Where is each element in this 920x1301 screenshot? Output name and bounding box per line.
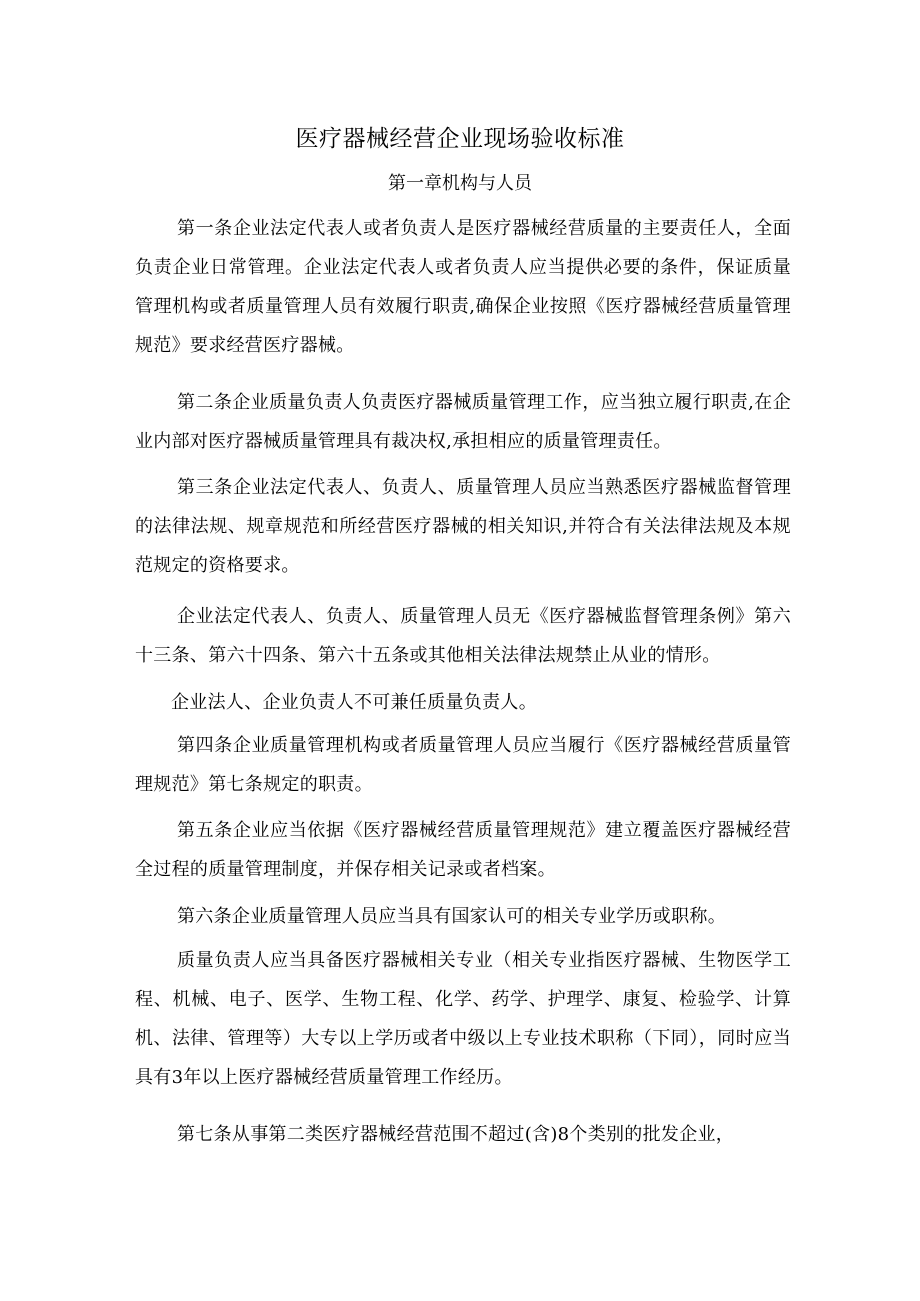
paragraph-article-1: 第一条企业法定代表人或者负责人是医疗器械经营质量的主要责任人，全面负责企业日常管理。企业法定代表人或者负责人应当提供必要的条件，保证质量管理机构或者质量管理人员有效履行职责,确保企业按照《医疗器械经营质量管理规范》要求经营医疗器械。	[135, 218, 791, 356]
paragraph-article-3-cont: 企业法定代表人、负责人、质量管理人员无《医疗器械监督管理条例》第六十三条、第六十四条、第六十五条或其他相关法律法规禁止从业的情形。	[135, 606, 791, 666]
paragraph-article-6-cont: 质量负责人应当具备医疗器械相关专业（相关专业指医疗器械、生物医学工程、机械、电子、医学、生物工程、化学、药学、护理学、康复、检验学、计算机、法律、管理等）大专以上学历或者中级以上专业技术职称（下同），同时应当具有3年以上医疗器械经营质量管理工作经历。	[135, 950, 791, 1088]
document-title: 医疗器械经营企业现场验收标准	[295, 126, 625, 152]
paragraph-article-3: 第三条企业法定代表人、负责人、质量管理人员应当熟悉医疗器械监督管理的法律法规、规章规范和所经营医疗器械的相关知识,并符合有关法律法规及本规范规定的资格要求。	[135, 477, 791, 576]
paragraph-article-3-note: 企业法人、企业负责人不可兼任质量负责人。	[171, 692, 537, 713]
paragraph-article-4: 第四条企业质量管理机构或者质量管理人员应当履行《医疗器械经营质量管理规范》第七条规定的职责。	[135, 735, 791, 795]
paragraph-article-6: 第六条企业质量管理人员应当具有国家认可的相关专业学历或职称。	[177, 906, 726, 927]
paragraph-article-7: 第七条从事第二类医疗器械经营范围不超过(含)8个类别的批发企业，	[177, 1124, 735, 1145]
chapter-heading: 第一章机构与人员	[388, 173, 532, 194]
paragraph-article-2: 第二条企业质量负责人负责医疗器械质量管理工作，应当独立履行职责,在企业内部对医疗器械质量管理具有裁决权,承担相应的质量管理责任。	[135, 392, 791, 452]
paragraph-article-5: 第五条企业应当依据《医疗器械经营质量管理规范》建立覆盖医疗器械经营全过程的质量管理制度，并保存相关记录或者档案。	[135, 820, 791, 880]
